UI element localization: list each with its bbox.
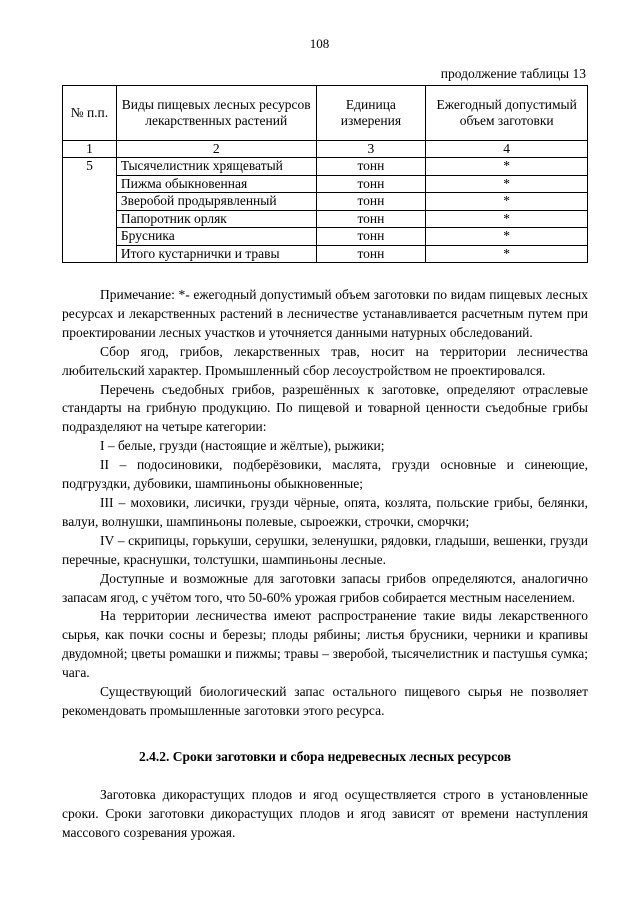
paragraph: Заготовка дикорастущих плодов и ягод осуществляется строго в установленные сроки. Сроки заготовки дикорастущих плодов и ягод зависят от времени наступления массового созревания урожая. [62, 787, 588, 840]
column-number: 1 [63, 141, 117, 158]
table-header-row [63, 86, 588, 141]
closing-text [62, 786, 588, 843]
resource-name: Тысячелистник хрящеватый [116, 158, 316, 176]
section-heading: 2.4.2. Сроки заготовки и сбора недревесных лесных ресурсов [139, 749, 511, 764]
resource-unit: тонн [316, 245, 426, 263]
note-paragraph: Примечание: *- ежегодный допустимый объем заготовки по видам пищевых лесных ресурсах и лекарственных растений в лесничестве устанавливается расчетным путем при проектировании лесных участков и уточняется данными натурных обследований. [62, 287, 588, 340]
paragraph: Существующий биологический запас остального пищевого сырья не позволяет рекомендовать промышленные заготовки этого ресурса. [62, 684, 588, 718]
resource-volume: * [426, 245, 588, 263]
paragraph: Перечень съедобных грибов, разрешённых к заготовке, определяют отраслевые стандарты на грибную продукцию. По пищевой и товарной ценности съедобные грибы подразделяют на четыре категории: [62, 381, 588, 435]
resource-volume: * [426, 210, 588, 228]
column-number: 4 [426, 141, 588, 158]
category-item: IV – скрипицы, горькуши, серушки, зеленушки, рядовки, гладыши, вешенки, грузди перечные, краснушки, толстушки, шампиньоны лесные. [62, 532, 588, 567]
table-row [63, 228, 588, 246]
resource-unit: тонн [316, 193, 426, 211]
resource-unit: тонн [316, 158, 426, 176]
resource-unit: тонн [316, 228, 426, 246]
resource-name: Папоротник орляк [116, 210, 316, 228]
paragraph: На территории лесничества имеют распространение такие виды лекарственного сырья, как почки сосны и березы; плоды рябины; листья брусники, черники и крапивы двудомной; цветы ромашки и пижмы; травы – зверобой, тысячелистник и пастушья сумка; чага. [62, 608, 588, 681]
resource-name: Итого кустарнички и травы [116, 245, 316, 263]
resource-name: Брусника [116, 228, 316, 246]
table-caption: продолжение таблицы 13 [440, 66, 586, 81]
category-item: II – подосиновики, подберёзовики, маслята, грузди основные и синеющие, подгруздки, дубовики, шампиньоны обыкновенные; [62, 457, 588, 492]
category-item: III – моховики, лисички, грузди чёрные, опята, козлята, польские грибы, белянки, валуи, волнушки, шампиньоны полевые, сыроежки, строчки, сморчки; [62, 494, 588, 529]
resource-name: Зверобой продырявленный [116, 193, 316, 211]
table-total-row [63, 245, 588, 263]
resource-volume: * [426, 158, 588, 176]
body-text [62, 286, 588, 721]
header-unit: Единица измерения [316, 86, 426, 141]
paragraph: Доступные и возможные для заготовки запасы грибов определяются, аналогично запасам ягод, с учётом того, что 50-60% урожая грибов собирается местным населением. [62, 570, 588, 605]
table-row [63, 158, 588, 176]
resource-volume: * [426, 193, 588, 211]
header-resource-type: Виды пищевых лесных ресурсов лекарственных растений [116, 86, 316, 141]
category-item: I – белые, грузди (настоящие и жёлтые), рыжики; [100, 438, 385, 454]
resource-volume: * [426, 175, 588, 193]
resource-unit: тонн [316, 210, 426, 228]
column-number: 2 [116, 141, 316, 158]
resource-volume: * [426, 228, 588, 246]
paragraph: Сбор ягод, грибов, лекарственных трав, носит на территории лесничества любительский характер. Промышленный сбор лесоустройством не проектировался. [62, 343, 588, 378]
group-number: 5 [63, 158, 117, 263]
header-annual-volume: Ежегодный допустимый объем заготовки [426, 86, 588, 141]
resource-unit: тонн [316, 175, 426, 193]
column-number-row [63, 141, 588, 158]
table-row [63, 193, 588, 211]
column-number: 3 [316, 141, 426, 158]
table-row [63, 175, 588, 193]
resources-table [62, 85, 588, 263]
header-number: № п.п. [63, 86, 117, 141]
table-row [63, 210, 588, 228]
page-number: 108 [309, 36, 330, 51]
resource-name: Пижма обыкновенная [116, 175, 316, 193]
